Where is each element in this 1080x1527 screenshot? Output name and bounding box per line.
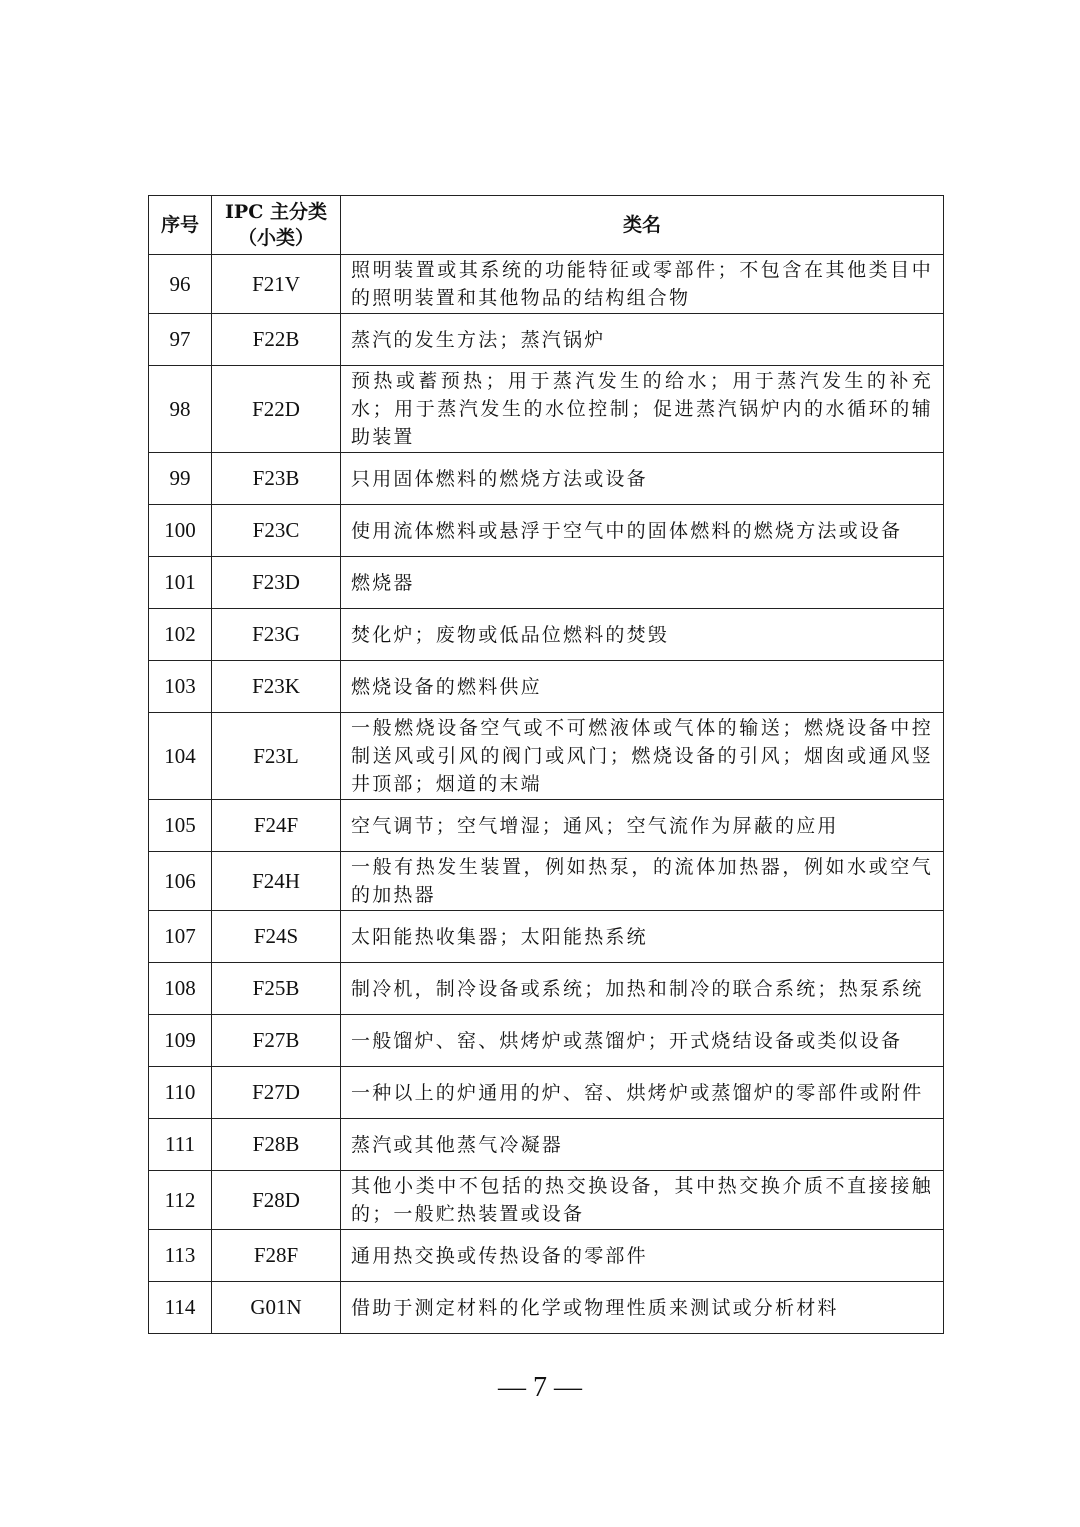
row-ipc: F23L [212,713,341,800]
page-number: — 7 — [498,1372,582,1403]
table-row [149,505,944,557]
row-ipc: F27B [212,1015,341,1067]
table-row [149,557,944,609]
row-ipc: F23G [212,609,341,661]
table-row [149,314,944,366]
table-row [149,1119,944,1171]
table-row [149,713,944,800]
header-ipc [212,196,341,255]
table-row [149,963,944,1015]
row-seq: 111 [149,1119,212,1171]
row-seq: 110 [149,1067,212,1119]
table-body [149,255,944,1334]
row-seq: 98 [149,366,212,453]
row-ipc: F27D [212,1067,341,1119]
row-name: 制冷机，制冷设备或系统；加热和制冷的联合系统；热泵系统 [341,963,944,1015]
row-ipc: F21V [212,255,341,314]
row-name: 只用固体燃料的燃烧方法或设备 [341,453,944,505]
row-name: 借助于测定材料的化学或物理性质来测试或分析材料 [341,1282,944,1334]
row-seq: 103 [149,661,212,713]
row-ipc: F22D [212,366,341,453]
row-ipc: F28D [212,1171,341,1230]
table-row [149,453,944,505]
row-name: 太阳能热收集器；太阳能热系统 [341,911,944,963]
row-name: 燃烧设备的燃料供应 [341,661,944,713]
row-name: 蒸汽或其他蒸气冷凝器 [341,1119,944,1171]
table-row [149,800,944,852]
row-name: 焚化炉；废物或低品位燃料的焚毁 [341,609,944,661]
table-row [149,911,944,963]
row-seq: 113 [149,1230,212,1282]
table-row [149,852,944,911]
row-seq: 114 [149,1282,212,1334]
row-seq: 99 [149,453,212,505]
row-ipc: F25B [212,963,341,1015]
row-ipc: F22B [212,314,341,366]
row-seq: 109 [149,1015,212,1067]
row-name: 通用热交换或传热设备的零部件 [341,1230,944,1282]
table-row [149,661,944,713]
table-row [149,1015,944,1067]
row-name: 燃烧器 [341,557,944,609]
row-ipc: F24H [212,852,341,911]
row-name: 一般有热发生装置，例如热泵，的流体加热器，例如水或空气的加热器 [341,852,944,911]
row-ipc: F28F [212,1230,341,1282]
table-row [149,1171,944,1230]
header-row [149,196,944,255]
table-row [149,366,944,453]
row-ipc: F23B [212,453,341,505]
row-name: 其他小类中不包括的热交换设备，其中热交换介质不直接接触的；一般贮热装置或设备 [341,1171,944,1230]
row-ipc: F23K [212,661,341,713]
header-ipc-line2: （小类） [237,227,314,249]
row-name: 使用流体燃料或悬浮于空气中的固体燃料的燃烧方法或设备 [341,505,944,557]
table-row [149,609,944,661]
row-name: 照明装置或其系统的功能特征或零部件；不包含在其他类目中的照明装置和其他物品的结构组合物 [341,255,944,314]
row-name: 预热或蓄预热；用于蒸汽发生的给水；用于蒸汽发生的补充水；用于蒸汽发生的水位控制；促进蒸汽锅炉内的水循环的辅助装置 [341,366,944,453]
row-seq: 101 [149,557,212,609]
header-seq: 序号 [149,196,212,255]
row-name: 空气调节；空气增湿；通风；空气流作为屏蔽的应用 [341,800,944,852]
row-seq: 104 [149,713,212,800]
row-seq: 100 [149,505,212,557]
row-name: 一种以上的炉通用的炉、窑、烘烤炉或蒸馏炉的零部件或附件 [341,1067,944,1119]
row-seq: 106 [149,852,212,911]
row-name: 一般馏炉、窑、烘烤炉或蒸馏炉；开式烧结设备或类似设备 [341,1015,944,1067]
row-ipc: F24S [212,911,341,963]
row-seq: 107 [149,911,212,963]
row-seq: 105 [149,800,212,852]
row-ipc: F23C [212,505,341,557]
row-seq: 97 [149,314,212,366]
row-seq: 112 [149,1171,212,1230]
table-header [149,196,944,255]
row-ipc: G01N [212,1282,341,1334]
table-row [149,1067,944,1119]
row-ipc: F28B [212,1119,341,1171]
table-row [149,1230,944,1282]
row-seq: 108 [149,963,212,1015]
row-name: 蒸汽的发生方法；蒸汽锅炉 [341,314,944,366]
header-name: 类名 [341,196,944,255]
table-row [149,1282,944,1334]
row-seq: 96 [149,255,212,314]
ipc-classification-table [148,195,944,1334]
row-ipc: F23D [212,557,341,609]
row-ipc: F24F [212,800,341,852]
table-row [149,255,944,314]
header-ipc-line1: IPC 主分类 [225,201,327,223]
row-seq: 102 [149,609,212,661]
row-name: 一般燃烧设备空气或不可燃液体或气体的输送；燃烧设备中控制送风或引风的阀门或风门；燃烧设备的引风；烟囱或通风竖井顶部；烟道的末端 [341,713,944,800]
